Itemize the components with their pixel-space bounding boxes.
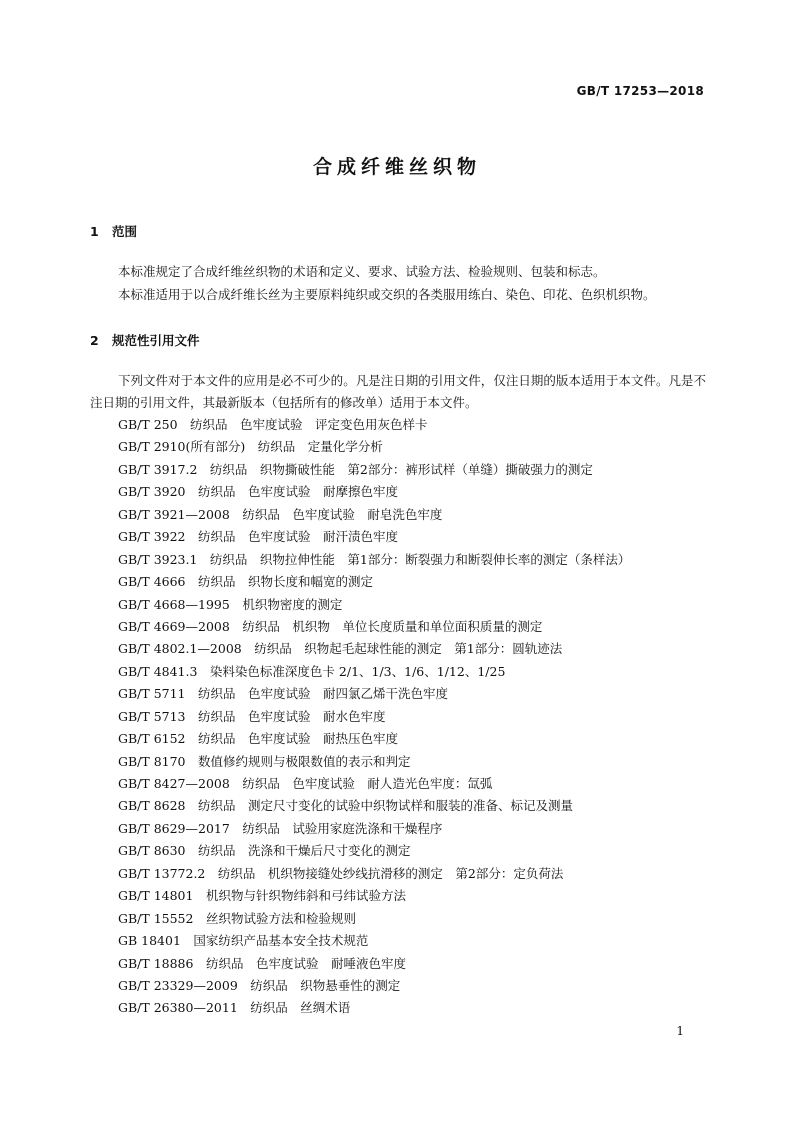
reference-item: GB/T 8628 纺织品 测定尺寸变化的试验中织物试样和服装的准备、标记及测量 xyxy=(118,798,574,814)
reference-item: GB/T 4802.1—2008 纺织品 织物起毛起球性能的测定 第1部分：圆轨迹法 xyxy=(118,641,563,657)
reference-item: GB/T 15552 丝织物试验方法和检验规则 xyxy=(118,910,356,926)
section-2-heading xyxy=(90,331,200,349)
scope-paragraph-1: 本标准规定了合成纤维丝织物的术语和定义、要求、试验方法、检验规则、包装和标志。 xyxy=(118,264,606,279)
section-1-heading xyxy=(90,222,137,240)
reference-item: GB 18401 国家纺织产品基本安全技术规范 xyxy=(118,933,369,949)
references-intro-paragraph: 下列文件对于本文件的应用是必不可少的。凡是注日期的引用文件，仅注日期的版本适用于本文件。凡是不注日期的引用文件，其最新版本（包括所有的修改单）适用于本文件。 xyxy=(90,373,706,411)
reference-item: GB/T 14801 机织物与针织物纬斜和弓纬试验方法 xyxy=(118,888,406,904)
reference-item: GB/T 3921—2008 纺织品 色牢度试验 耐皂洗色牢度 xyxy=(118,506,443,522)
scope-paragraph-2: 本标准适用于以合成纤维长丝为主要原料纯织或交织的各类服用练白、染色、印花、色织机织物。 xyxy=(118,287,656,302)
normative-references-list xyxy=(118,414,630,1020)
reference-item: GB/T 18886 纺织品 色牢度试验 耐唾液色牢度 xyxy=(118,955,406,971)
reference-item: GB/T 4668—1995 机织物密度的测定 xyxy=(118,596,343,612)
section-2-number: 2 xyxy=(90,333,99,348)
reference-item: GB/T 4666 纺织品 织物长度和幅宽的测定 xyxy=(118,574,374,590)
reference-item: GB/T 23329—2009 纺织品 织物悬垂性的测定 xyxy=(118,977,401,993)
reference-item: GB/T 4669—2008 纺织品 机织物 单位长度质量和单位面积质量的测定 xyxy=(118,618,543,634)
section-2-title: 规范性引用文件 xyxy=(112,333,200,348)
reference-item: GB/T 3922 纺织品 色牢度试验 耐汗渍色牢度 xyxy=(118,529,399,545)
standard-code: GB/T 17253—2018 xyxy=(576,84,704,98)
section-1-number: 1 xyxy=(90,224,99,239)
reference-item: GB/T 8427—2008 纺织品 色牢度试验 耐人造光色牢度：氙弧 xyxy=(118,776,493,791)
reference-item: GB/T 5713 纺织品 色牢度试验 耐水色牢度 xyxy=(118,708,386,724)
reference-item: GB/T 6152 纺织品 色牢度试验 耐热压色牢度 xyxy=(118,731,399,747)
reference-item: GB/T 8629—2017 纺织品 试验用家庭洗涤和干燥程序 xyxy=(118,820,443,836)
section-1-title: 范围 xyxy=(112,224,138,239)
reference-item: GB/T 8170 数值修约规则与极限数值的表示和判定 xyxy=(118,753,411,769)
reference-item: GB/T 4841.3 染料染色标准深度色卡 2/1、1/3、1/6、1/12、1/25 xyxy=(118,663,506,679)
reference-item: GB/T 2910(所有部分) 纺织品 定量化学分析 xyxy=(118,439,383,455)
reference-item: GB/T 26380—2011 纺织品 丝绸术语 xyxy=(118,1000,351,1016)
reference-item: GB/T 8630 纺织品 洗涤和干燥后尺寸变化的测定 xyxy=(118,843,411,859)
reference-item: GB/T 3920 纺织品 色牢度试验 耐摩擦色牢度 xyxy=(118,484,399,500)
document-title: 合成纤维丝织物 xyxy=(312,156,481,178)
reference-item: GB/T 3923.1 纺织品 织物拉伸性能 第1部分：断裂强力和断裂伸长率的测定（条样法） xyxy=(118,551,631,567)
page-number: 1 xyxy=(676,1024,684,1038)
reference-item: GB/T 5711 纺织品 色牢度试验 耐四氯乙烯干洗色牢度 xyxy=(118,686,449,702)
reference-item: GB/T 13772.2 纺织品 机织物接缝处纱线抗滑移的测定 第2部分：定负荷法 xyxy=(118,865,564,881)
reference-item: GB/T 250 纺织品 色牢度试验 评定变色用灰色样卡 xyxy=(118,417,428,432)
reference-item: GB/T 3917.2 纺织品 织物撕破性能 第2部分：裤形试样（单缝）撕破强力的测定 xyxy=(118,461,593,477)
